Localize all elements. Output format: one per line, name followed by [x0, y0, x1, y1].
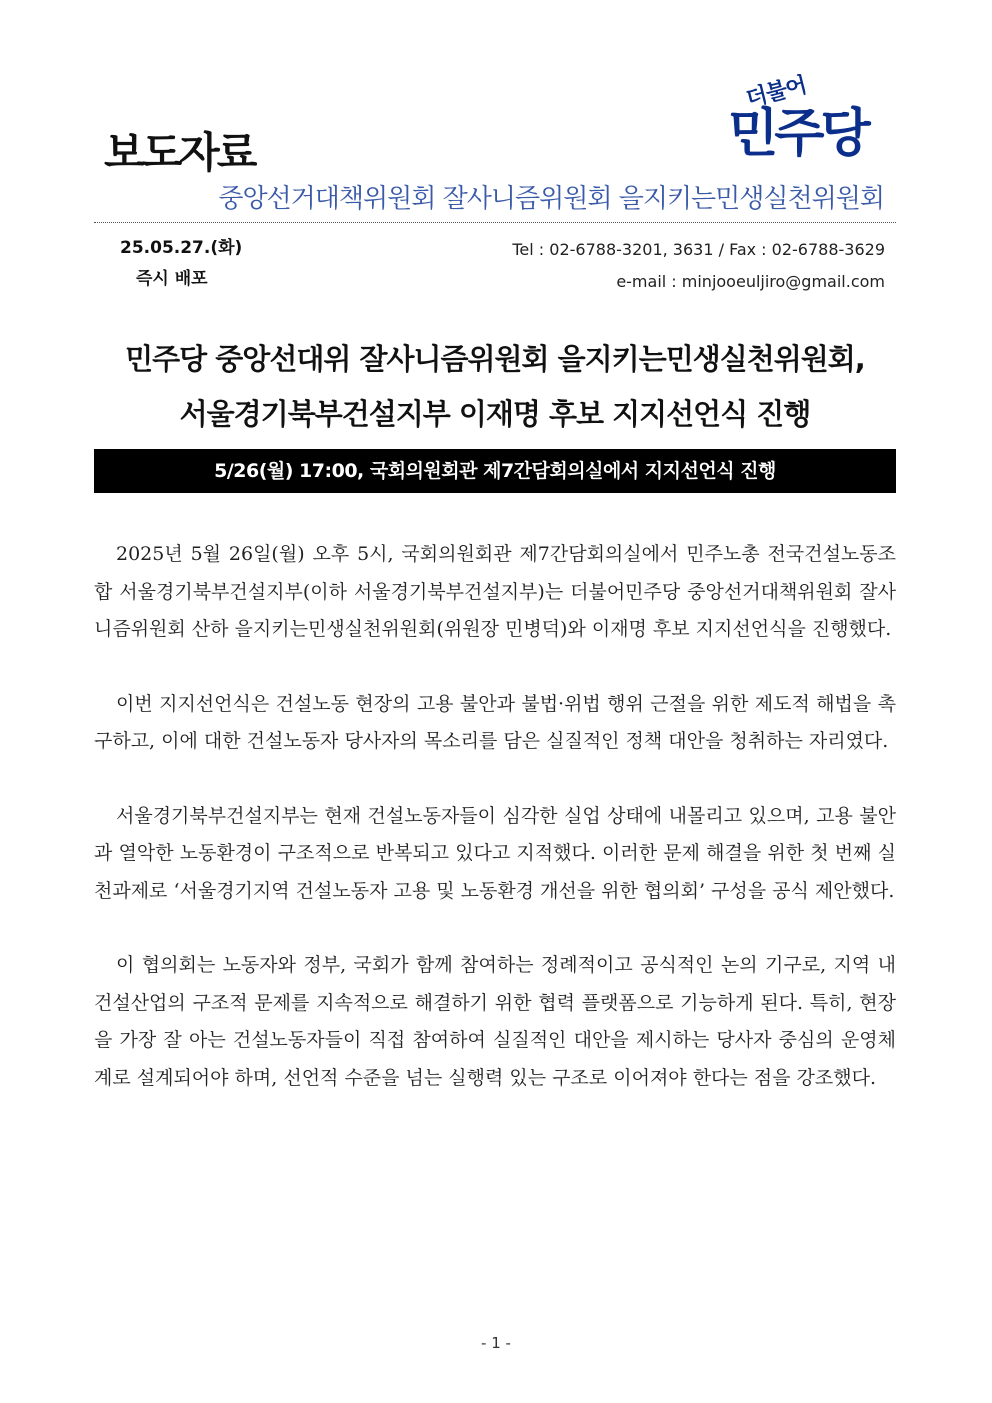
logo-main-text: 민주당 [728, 104, 867, 164]
email: e-mail : minjooeuljiro@gmail.com [616, 272, 885, 291]
subtitle-bar: 5/26(월) 17:00, 국회의원회관 제7간담회의실에서 지지선언식 진행 [94, 449, 896, 493]
party-logo [728, 73, 888, 174]
paragraph-4: 이 협의회는 노동자와 정부, 국회가 함께 참여하는 정례적이고 공식적인 논의 기구로, 지역 내 건설산업의 구조적 문제를 지속적으로 해결하기 위한 협력 플랫폼으로 기능하게 된다. 특히, 현장을 가장 잘 아는 건설노동자들이 직접 참여하여 실질적인 대안을 제시하는 당사자 중심의 운영체계로 설계되어야 하며, 선언적 수준을 넘는 실행력 있는 구조로 이어져야 한다는 점을 강조했다. [94, 954, 896, 1089]
paragraph-1: 2025년 5월 26일(월) 오후 5시, 국회의원회관 제7간담회의실에서 민주노총 전국건설노동조합 서울경기북부건설지부(이하 서울경기북부건설지부)는 더불어민주당 중앙선거대책위원회 잘사니즘위원회 산하 을지키는민생실천위원회(위원장 민병덕)와 이재명 후보 지지선언식을 진행했다. [94, 543, 896, 640]
contact-info [512, 234, 885, 298]
committee-name: 중앙선거대책위원회 잘사니즘위원회 을지키는민생실천위원회 [218, 184, 884, 214]
paragraph-2: 이번 지지선언식은 건설노동 현장의 고용 불안과 불법·위법 행위 근절을 위한 제도적 해법을 촉구하고, 이에 대한 건설노동자 당사자의 목소리를 담은 실질적인 정책 대안을 청취하는 자리였다. [94, 692, 896, 752]
press-release-title: 보도자료 [104, 128, 255, 177]
headline-line-1: 민주당 중앙선대위 잘사니즘위원회 을지키는민생실천위원회, [125, 342, 865, 376]
article-body [94, 536, 896, 1134]
release-type: 즉시 배포 [136, 269, 208, 289]
paragraph-3: 서울경기북부건설지부는 현재 건설노동자들이 심각한 실업 상태에 내몰리고 있으며, 고용 불안과 열악한 노동환경이 구조적으로 반복되고 있다고 지적했다. 이러한 문제 해결을 위한 첫 번째 실천과제로 ‘서울경기지역 건설노동자 고용 및 노동환경 개선을 위한 협의회’ 구성을 공식 제안했다. [94, 804, 896, 902]
release-date: 25.05.27.(화) [120, 238, 243, 258]
logo-small-text: 더불어 [743, 73, 809, 113]
header-divider [94, 222, 896, 223]
headline [94, 332, 896, 442]
page-number: - 1 - [481, 1334, 511, 1352]
tel-fax: Tel : 02-6788-3201, 3631 / Fax : 02-6788-3629 [512, 240, 885, 259]
headline-line-2: 서울경기북부건설지부 이재명 후보 지지선언식 진행 [179, 397, 811, 431]
